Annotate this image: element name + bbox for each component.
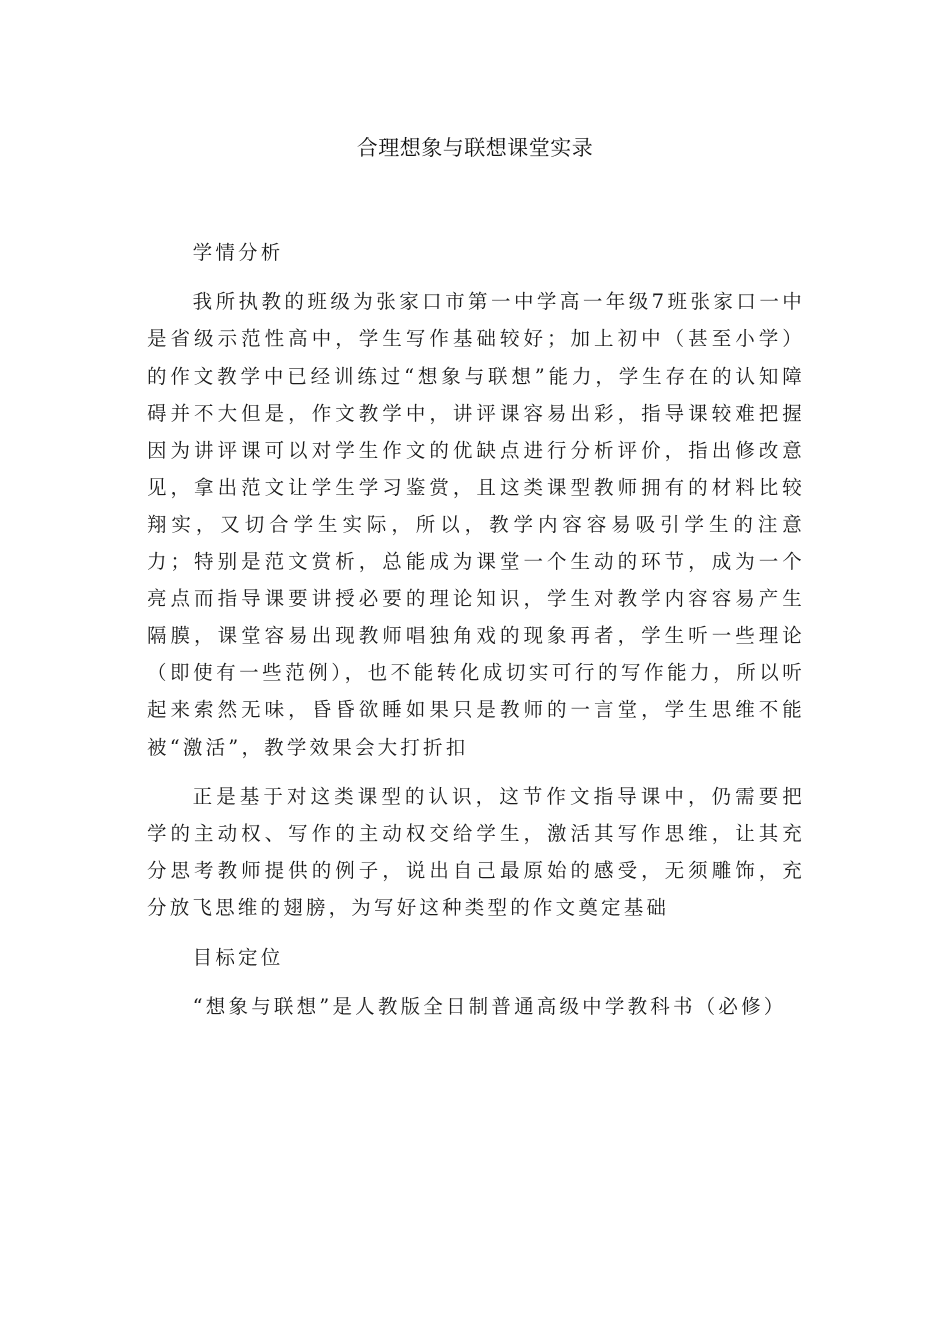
section-heading-goal-positioning: 目标定位: [192, 945, 284, 969]
paragraph-goal-intro: “想象与联想”是人教版全日制普通高级中学教科书（必修）: [192, 994, 787, 1018]
paragraph-class-analysis: 我所执教的班级为张家口市第一中学高一年级7班张家口一中是省级示范性高中，学生写作基础较好；加上初中（甚至小学）的作文教学中已经训练过“想象与联想”能力，学生存在的认知障碍并不大但是，作文教学中，讲评课容易出彩，指导课较难把握因为讲评课可以对学生作文的优缺点进行分析评价，指出修改意见，拿出范文让学生学习鉴赏，且这类课型教师拥有的材料比较翔实，又切合学生实际，所以，教学内容容易吸引学生的注意力；特别是范文赏析，总能成为课堂一个生动的环节，成为一个亮点而指导课要讲授必要的理论知识，学生对教学内容容易产生隔膜，课堂容易出现教师唱独角戏的现象再者，学生听一些理论（即使有一些范例），也不能转化成切实可行的写作能力，所以听起来索然无味，昏昏欲睡如果只是教师的一言堂，学生思维不能被“激活”，教学效果会大打折扣: [147, 290, 805, 759]
document-body: [147, 234, 805, 1037]
document-title: 合理想象与联想课堂实录: [356, 136, 594, 160]
section-heading-learning-analysis: 学情分析: [192, 241, 284, 264]
paragraph-course-approach: 正是基于对这类课型的认识，这节作文指导课中，仍需要把学的主动权、写作的主动权交给学生，激活其写作思维，让其充分思考教师提供的例子，说出自己最原始的感受，无须雕饰，充分放飞思维的翅膀，为写好这种类型的作文奠定基础: [147, 784, 805, 920]
